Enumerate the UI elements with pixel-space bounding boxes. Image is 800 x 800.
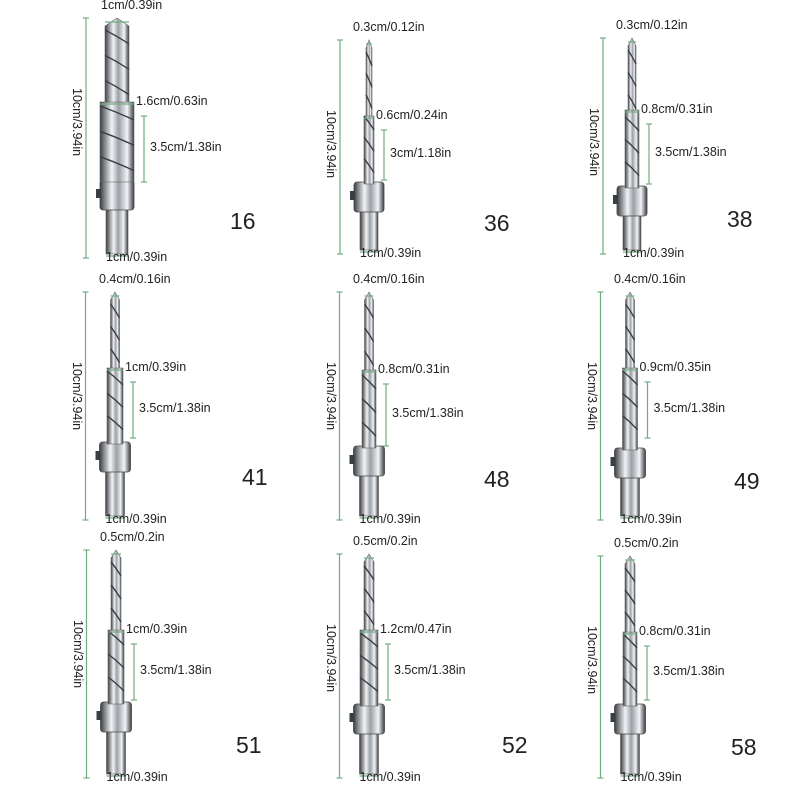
step-width-label: 0.8cm/0.31in: [639, 624, 711, 638]
shank-width-label: 1cm/0.39in: [106, 770, 168, 784]
drill-bit-card: [262, 532, 528, 792]
tip-width-label: 0.5cm/0.2in: [353, 534, 418, 548]
set-screw-icon: [350, 713, 355, 722]
length-label: 10cm/3.94in: [323, 362, 338, 431]
stop-collar: [617, 186, 647, 216]
drill-bit-illustration: [262, 0, 522, 268]
length-label: 10cm/3.94in: [587, 108, 601, 177]
shank: [106, 208, 128, 254]
tip-width-label: 0.5cm/0.2in: [100, 530, 165, 544]
drill-tip: [364, 554, 374, 630]
set-screw-icon: [611, 457, 616, 466]
drill-bit-card: [0, 532, 260, 792]
tip-width-label: 0.4cm/0.16in: [353, 272, 425, 286]
drill-bit-card: [262, 0, 522, 260]
countersink-body: [360, 630, 378, 706]
model-number: 58: [731, 734, 757, 760]
shank: [360, 732, 379, 774]
step-length-label: 3.5cm/1.38in: [653, 401, 726, 415]
set-screw-icon: [350, 191, 355, 200]
step-length-label: 3.5cm/1.38in: [392, 406, 464, 420]
stop-collar: [101, 702, 132, 732]
set-screw-icon: [96, 451, 101, 460]
set-screw-icon: [613, 195, 618, 204]
length-label: 10cm/3.94in: [323, 624, 338, 693]
tip-width-label: 0.5cm/0.2in: [614, 536, 679, 550]
drill-bit-card: [522, 0, 782, 260]
step-width-label: 1.2cm/0.47in: [380, 622, 452, 636]
step-width-label: 0.9cm/0.35in: [639, 360, 712, 374]
model-number: 52: [502, 732, 528, 758]
drill-bit-illustration: [262, 268, 522, 536]
tip-width-label: 0.4cm/0.16in: [99, 272, 171, 286]
tip-width-label: 0.4cm/0.16in: [614, 272, 686, 286]
step-length-label: 3cm/1.18in: [390, 146, 452, 160]
shank-width-label: 1cm/0.39in: [105, 512, 167, 526]
shank-width-label: 1cm/0.39in: [620, 770, 682, 784]
shank: [360, 474, 379, 516]
drill-tip: [111, 550, 121, 630]
shank-width-label: 1cm/0.39in: [359, 512, 421, 526]
model-number: 48: [484, 466, 510, 492]
model-number: 51: [236, 732, 262, 758]
step-length-label: 3.5cm/1.38in: [655, 145, 727, 159]
step-length-label: 3.5cm/1.38in: [394, 663, 466, 677]
drill-bit-illustration: [522, 268, 782, 536]
shank-width-label: 1cm/0.39in: [359, 770, 421, 784]
drill-bit-card: [0, 0, 260, 264]
length-label: 10cm/3.94in: [69, 362, 84, 431]
model-number: 38: [727, 206, 753, 232]
model-number: 49: [734, 468, 760, 494]
step-width-label: 1cm/0.39in: [126, 622, 188, 636]
drill-bit-card: [262, 268, 522, 528]
step-width-label: 0.6cm/0.24in: [376, 108, 448, 122]
set-screw-icon: [96, 189, 101, 198]
drill-tip: [626, 292, 635, 368]
step-length-label: 3.5cm/1.38in: [139, 401, 211, 415]
stop-collar: [615, 704, 646, 734]
model-number: 36: [484, 210, 510, 236]
step-width-label: 0.8cm/0.31in: [378, 362, 450, 376]
length-label: 10cm/3.94in: [70, 88, 84, 157]
step-width-label: 0.8cm/0.31in: [641, 102, 713, 116]
step-length-label: 3.5cm/1.38in: [140, 663, 212, 677]
tip-width-label: 0.3cm/0.12in: [616, 18, 688, 32]
countersink-body: [623, 368, 638, 450]
step-length-label: 3.5cm/1.38in: [150, 140, 222, 154]
countersink-body: [108, 630, 124, 704]
countersink-body: [100, 102, 134, 182]
drill-bit-card: [0, 268, 268, 528]
set-screw-icon: [97, 711, 102, 720]
stop-collar: [354, 446, 385, 476]
tip-width-label: 1cm/0.39in: [101, 0, 163, 12]
countersink-body: [625, 110, 639, 188]
shank: [621, 476, 640, 516]
drill-bit-illustration: [0, 532, 260, 800]
stop-collar: [354, 704, 385, 734]
stop-collar: [354, 182, 384, 212]
step-length-label: 3.5cm/1.38in: [653, 664, 725, 678]
length-label: 10cm/3.94in: [584, 626, 599, 695]
drill-tip: [111, 292, 120, 368]
stop-collar: [100, 442, 131, 472]
model-number: 41: [242, 464, 268, 490]
drill-tip: [105, 18, 129, 102]
step-width-label: 1cm/0.39in: [125, 360, 187, 374]
shank: [360, 210, 378, 250]
length-label: 10cm/3.94in: [70, 620, 85, 689]
shank: [107, 730, 126, 774]
countersink-body: [107, 368, 123, 444]
set-screw-icon: [611, 713, 616, 722]
stop-collar: [615, 448, 646, 478]
drill-bit-illustration: [0, 0, 260, 268]
shank-width-label: 1cm/0.39in: [360, 246, 422, 260]
length-label: 10cm/3.94in: [584, 362, 599, 431]
shank-width-label: 1cm/0.39in: [623, 246, 685, 260]
stop-collar: [100, 180, 134, 210]
drill-bit-illustration: [262, 532, 522, 800]
shank-width-label: 1cm/0.39in: [620, 512, 682, 526]
drill-bit-card: [522, 268, 782, 528]
tip-width-label: 0.3cm/0.12in: [353, 20, 425, 34]
shank: [106, 470, 125, 516]
step-width-label: 1.6cm/0.63in: [136, 94, 208, 108]
countersink-body: [623, 632, 637, 706]
drill-bit-card: [522, 532, 782, 792]
shank-width-label: 1cm/0.39in: [106, 250, 168, 264]
drill-bit-illustration: [0, 268, 260, 536]
length-label: 10cm/3.94in: [324, 110, 338, 179]
set-screw-icon: [350, 455, 355, 464]
shank: [623, 214, 641, 250]
model-number: 16: [230, 208, 256, 234]
drill-tip: [625, 556, 635, 632]
shank: [621, 732, 640, 774]
